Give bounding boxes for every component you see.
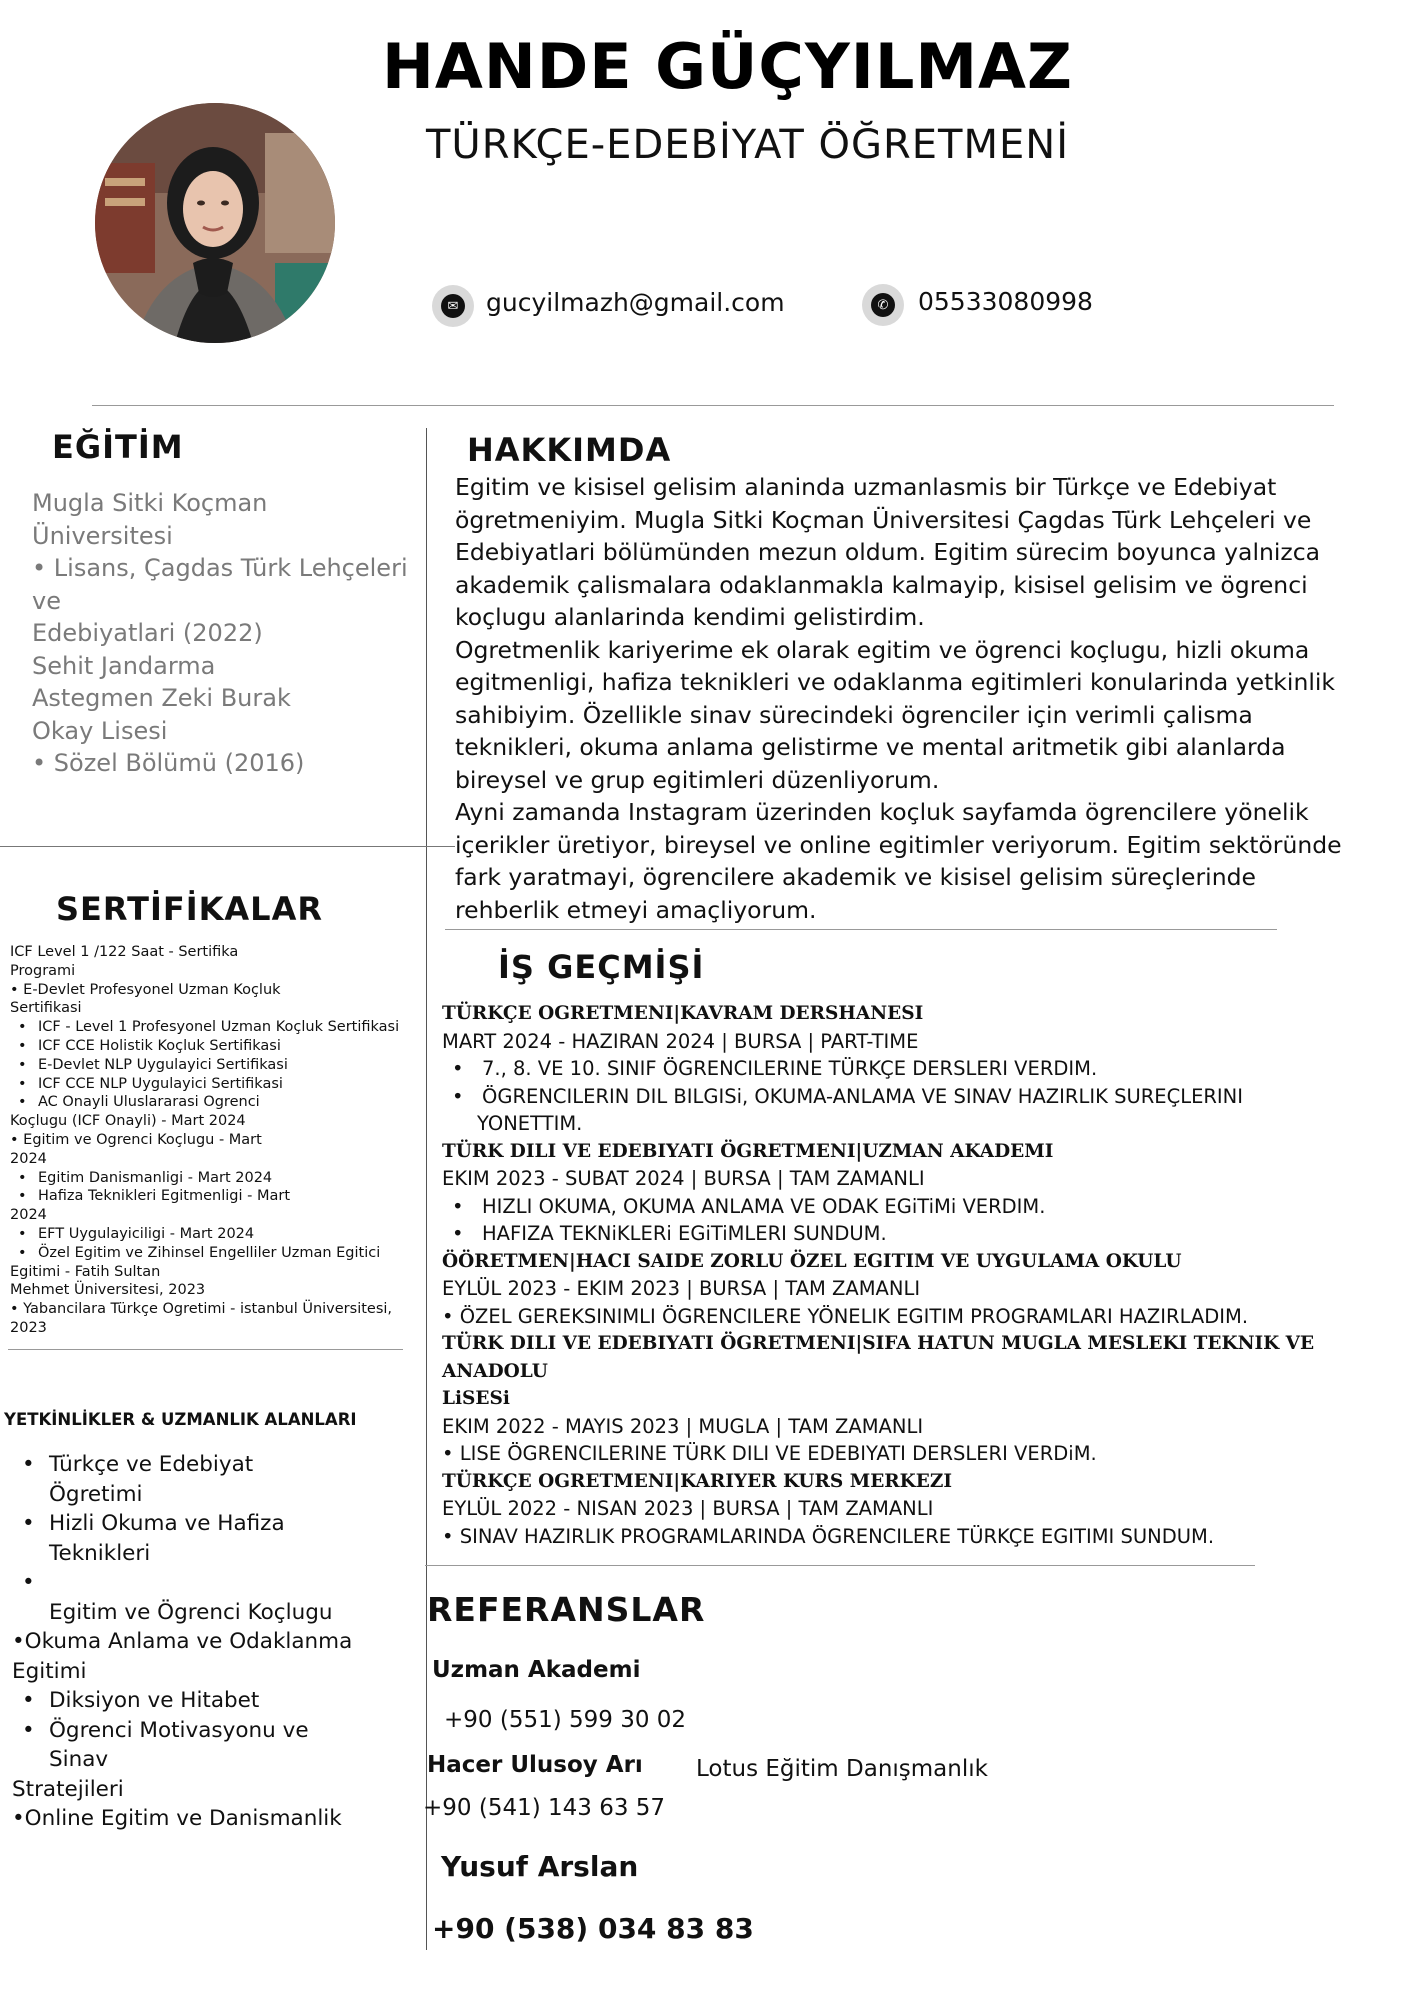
- email-icon: ✉: [432, 285, 474, 327]
- email-text[interactable]: gucyilmazh@gmail.com: [486, 288, 785, 317]
- phone-icon: ✆: [862, 284, 904, 326]
- work-divider: [425, 1565, 1255, 1566]
- about-line: egitmenligi, hafiza teknikleri ve odaklanma egitimleri konularinda yetkinlik: [455, 668, 1335, 696]
- certificate-item: Egitimi - Fatih Sultan: [10, 1263, 161, 1280]
- skills-list: [12, 1450, 402, 1834]
- certificate-item: • Yabancilara Türkçe Ogretimi - istanbul Üniversitesi,: [10, 1301, 393, 1318]
- job-meta: EYLÜL 2023 - EKIM 2023 | BURSA | TAM ZAMANLI: [442, 1277, 921, 1300]
- skill-item: Egitim ve Ögrenci Koçlugu: [49, 1599, 333, 1625]
- about-line: Edebiyatlari bölümünden mezun oldum. Egitim sürecim boyunca yalnizca: [455, 538, 1321, 566]
- certificate-item: • Özel Egitim ve Zihinsel Engelliler Uzman Egitici: [10, 1244, 405, 1263]
- education-line: Mugla Sitki Koçman: [32, 489, 268, 517]
- certificate-item: • ICF - Level 1 Profesyonel Uzman Koçluk Sertifikasi: [10, 1018, 405, 1037]
- work-list: [442, 1000, 1342, 1550]
- education-line: Üniversitesi: [32, 521, 173, 550]
- reference-1-phone[interactable]: +90 (551) 599 30 02: [444, 1707, 687, 1733]
- job-title: TÜRK DILI VE EDEBIYATI ÖGRETMENI|UZMAN AKADEMI: [442, 1140, 1054, 1162]
- about-text: [455, 471, 1360, 926]
- job-duty: • ÖGRENCILERIN DIL BILGISi, OKUMA-ANLAMA VE SINAV HAZIRLIK SUREÇLERINI: [442, 1083, 1342, 1111]
- job-duty: YONETTIM.: [477, 1112, 583, 1135]
- certificate-item: Sertifikasi: [10, 1000, 82, 1017]
- certificate-item: • Egitim ve Ogrenci Koçlugu - Mart: [10, 1131, 262, 1148]
- education-divider: [0, 846, 455, 847]
- skill-item: Sinav: [49, 1747, 109, 1772]
- candidate-name: HANDE GÜÇYILMAZ: [381, 30, 1073, 103]
- education-line: Astegmen Zeki Burak: [32, 684, 291, 712]
- certificate-item: Koçlugu (ICF Onayli) - Mart 2024: [10, 1113, 246, 1130]
- about-line: ögretmeniyim. Mugla Sitki Koçman Üniversitesi Çagdas Türk Lehçeleri ve: [455, 505, 1312, 534]
- about-line: bireysel ve grup egitimleri düzenliyorum.: [455, 765, 940, 794]
- about-line: koçlugu alanlarinda kendimi gelistirdim.: [455, 603, 925, 631]
- skill-item: • Türkçe ve Edebiyat: [12, 1450, 402, 1480]
- skill-item: Teknikleri: [49, 1540, 151, 1566]
- education-heading: EĞİTİM: [52, 428, 184, 466]
- about-line: Egitim ve kisisel gelisim alaninda uzmanlasmis bir Türkçe ve Edebiyat: [455, 473, 1277, 501]
- job-duty: • 7., 8. VE 10. SINIF ÖGRENCILERINE TÜRKÇE DERSLERI VERDIM.: [442, 1055, 1342, 1083]
- job-meta: EYLÜL 2022 - NISAN 2023 | BURSA | TAM ZAMANLI: [442, 1497, 934, 1520]
- education-line: ve: [32, 586, 61, 615]
- certificate-item: ICF Level 1 /122 Saat - Sertifika: [10, 944, 239, 960]
- profile-photo: [95, 103, 335, 343]
- skill-item: Egitimi: [12, 1658, 87, 1684]
- education-line: Sehit Jandarma: [32, 651, 216, 680]
- about-line: içerikler üretiyor, bireysel ve online egitimler veriyorum. Egitim sektöründe: [455, 830, 1342, 859]
- about-line: akademik çalismalara odaklanmakla kalmayip, kisisel gelisim ve ögrenci: [455, 570, 1308, 599]
- skill-item: [12, 1568, 402, 1598]
- certificate-item: 2024: [10, 1150, 47, 1167]
- education-line: Edebiyatlari (2022): [32, 619, 263, 647]
- reference-3-name: Yusuf Arslan: [441, 1850, 639, 1883]
- job-title-continued: LiSESi: [442, 1388, 510, 1409]
- job-title: TÜRKÇE OGRETMENI|KAVRAM DERSHANESI: [442, 1003, 924, 1024]
- skill-item: •Online Egitim ve Danismanlik: [12, 1806, 342, 1831]
- skill-item: •Okuma Anlama ve Odaklanma: [12, 1629, 353, 1654]
- phone-text[interactable]: 05533080998: [918, 287, 1093, 316]
- reference-2-phone[interactable]: +90 (541) 143 63 57: [423, 1795, 666, 1821]
- certificates-list: [10, 943, 405, 1338]
- certificate-item: 2024: [10, 1207, 47, 1224]
- header-divider: [92, 405, 1334, 406]
- column-divider: [426, 428, 427, 1950]
- candidate-title: TÜRKÇE-EDEBİYAT ÖĞRETMENİ: [426, 122, 1069, 168]
- skill-item: • Ögrenci Motivasyonu ve: [12, 1716, 402, 1746]
- skill-item: Ögretimi: [49, 1481, 143, 1507]
- job-duty: • LISE ÖGRENCILERINE TÜRK DILI VE EDEBIYATI DERSLERI VERDiM.: [442, 1442, 1097, 1465]
- about-line: sahibiyim. Özellikle sinav sürecindeki ögrenciler için verimli çalisma: [455, 700, 1253, 729]
- certificate-item: • ICF CCE Holistik Koçluk Sertifikasi: [10, 1037, 405, 1056]
- skills-heading: YETKİNLİKLER & UZMANLIK ALANLARI: [4, 1410, 357, 1429]
- skill-item: • Diksiyon ve Hitabet: [12, 1686, 402, 1716]
- job-duty: • SINAV HAZIRLIK PROGRAMLARINDA ÖGRENCILERE TÜRKÇE EGITIMI SUNDUM.: [442, 1524, 1215, 1548]
- certificate-item: Programi: [10, 962, 76, 979]
- job-title: TÜRKÇE OGRETMENI|KARIYER KURS MERKEZI: [442, 1470, 953, 1492]
- job-meta: EKIM 2023 - SUBAT 2024 | BURSA | TAM ZAMANLI: [442, 1167, 925, 1190]
- certificates-heading: SERTİFİKALAR: [56, 890, 323, 928]
- about-line: Ayni zamanda Instagram üzerinden koçluk sayfamda ögrencilere yönelik: [455, 798, 1309, 826]
- job-meta: MART 2024 - HAZIRAN 2024 | BURSA | PART-TIME: [442, 1029, 919, 1053]
- certificate-item: • AC Onayli Uluslararasi Ogrenci: [10, 1093, 405, 1112]
- certificate-item: Mehmet Üniversitesi, 2023: [10, 1282, 206, 1299]
- about-heading: HAKKIMDA: [467, 431, 672, 469]
- job-duty: • HAFIZA TEKNiKLERi EGiTiMLERI SUNDUM.: [442, 1220, 1342, 1248]
- education-list: [32, 487, 412, 780]
- certificate-item: • Hafiza Teknikleri Egitmenligi - Mart: [10, 1187, 405, 1206]
- reference-1-org: Uzman Akademi: [432, 1657, 641, 1683]
- education-line: • Lisans, Çagdas Türk Lehçeleri: [32, 554, 408, 582]
- job-duty: • HIZLI OKUMA, OKUMA ANLAMA VE ODAK EGiTiMi VERDIM.: [442, 1193, 1342, 1221]
- about-line: teknikleri, okuma anlama gelistirme ve mental aritmetik gibi alanlarda: [455, 733, 1286, 761]
- skill-item: Stratejileri: [12, 1776, 124, 1802]
- job-duty: • ÖZEL GEREKSINIMLI ÖGRENCILERE YÖNELIK EGITIM PROGRAMLARI HAZIRLADIM.: [442, 1304, 1249, 1328]
- certificate-item: 2023: [10, 1319, 47, 1336]
- education-line: • Sözel Bölümü (2016): [32, 749, 305, 777]
- job-title: TÜRK DILI VE EDEBIYATI ÖGRETMENI|SIFA HATUN MUGLA MESLEKI TEKNIK VE ANADOLU: [442, 1333, 1315, 1382]
- job-meta: EKIM 2022 - MAYIS 2023 | MUGLA | TAM ZAMANLI: [442, 1414, 924, 1438]
- skill-item: • Hizli Okuma ve Hafiza: [12, 1509, 402, 1539]
- certificate-item: • E-Devlet Profesyonel Uzman Koçluk: [10, 981, 281, 998]
- about-line: rehberlik etmeyi amaçliyorum.: [455, 895, 817, 924]
- certificate-item: • E-Devlet NLP Uygulayici Sertifikasi: [10, 1056, 405, 1075]
- references-heading: REFERANSLAR: [427, 1590, 706, 1629]
- about-line: Ogretmenlik kariyerime ek olarak egitim ve ögrenci koçlugu, hizli okuma: [455, 635, 1310, 664]
- reference-2-org: Lotus Eğitim Danışmanlık: [696, 1756, 988, 1782]
- reference-3-phone[interactable]: +90 (538) 034 83 83: [432, 1912, 754, 1945]
- certificate-item: • EFT Uygulayiciligi - Mart 2024: [10, 1225, 405, 1244]
- about-divider: [445, 929, 1277, 930]
- certificates-divider: [8, 1349, 403, 1350]
- work-heading: İŞ GEÇMİŞİ: [498, 948, 705, 986]
- about-line: fark yaratmayi, ögrencilere akademik ve kisisel gelisim süreçlerinde: [455, 863, 1256, 891]
- education-line: Okay Lisesi: [32, 716, 168, 745]
- certificate-item: • ICF CCE NLP Uygulayici Sertifikasi: [10, 1075, 405, 1094]
- certificate-item: • Egitim Danismanligi - Mart 2024: [10, 1169, 405, 1188]
- reference-2-name: Hacer Ulusoy Arı: [427, 1752, 643, 1778]
- job-title: ÖÖRETMEN|HACI SAIDE ZORLU ÖZEL EGITIM VE UYGULAMA OKULU: [442, 1250, 1182, 1272]
